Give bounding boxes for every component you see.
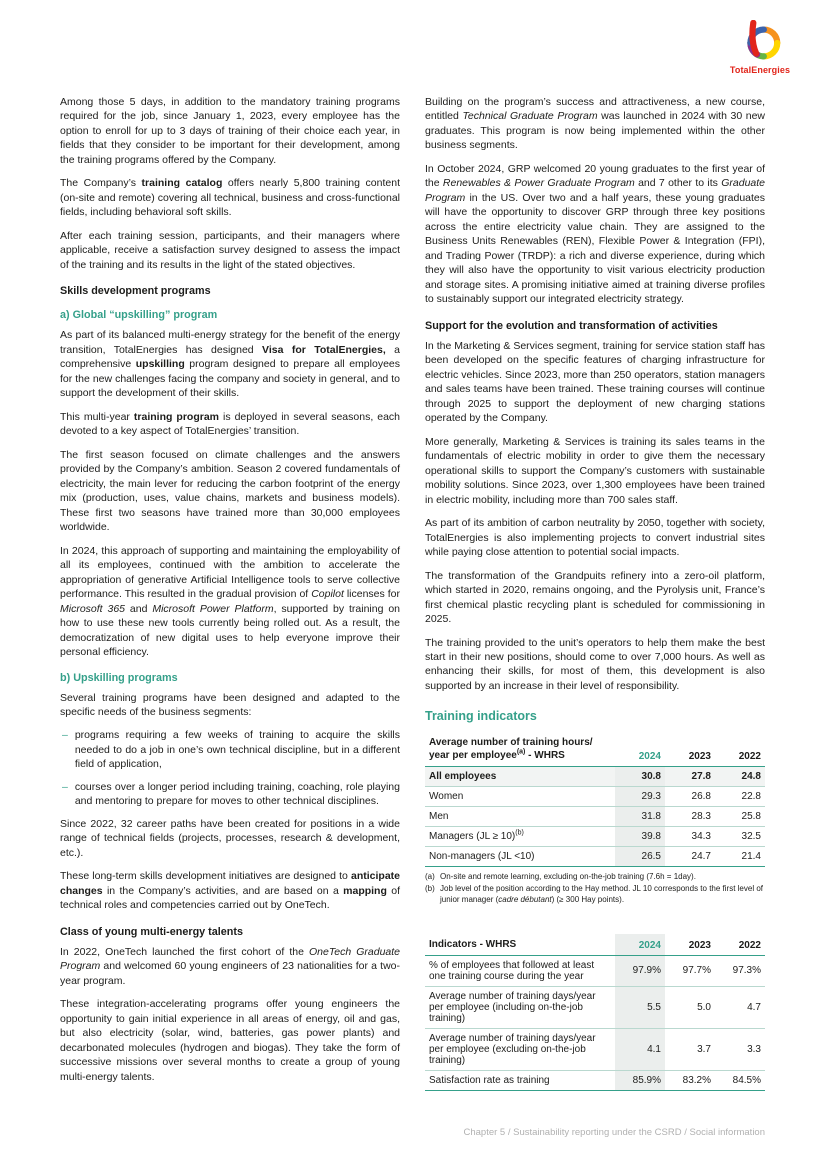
- table-cell: % of employees that followed at least one training course during the year: [429, 959, 595, 982]
- heading-training-indicators: Training indicators: [425, 709, 537, 724]
- paragraph: As part of its ambition of carbon neutrality by 2050, together with society, TotalEnergies is also implementing projects to convert industrial sites while paying close attention to potential social impacts.: [425, 517, 765, 559]
- totalenergies-logo: [721, 20, 799, 75]
- table-header-row: [425, 934, 765, 956]
- list-item: [62, 728, 400, 771]
- table-cell: 5.0: [697, 1001, 711, 1013]
- heading-global-upskilling: a) Global “upskilling” program: [60, 309, 218, 322]
- paragraph: As part of its balanced multi-energy strategy for the benefit of the energy transition, TotalEnergies has designed Visa for TotalEnergies, a comprehensive upskilling program designed to prepare all employees for the new challenges facing the company and society in general, and to support the development of their skills.: [60, 329, 401, 400]
- column-header-2024: 2024: [638, 751, 661, 763]
- table-row: [425, 807, 765, 827]
- table-cell: 21.4: [741, 851, 761, 863]
- paragraph: This multi-year training program is deployed in several seasons, each devoted to a key aspect of TotalEnergies’ transition.: [60, 410, 400, 438]
- table-row: [425, 1070, 765, 1090]
- table-row: [425, 986, 765, 1028]
- page-footer: Chapter 5 / Sustainability reporting under the CSRD / Social information: [463, 1127, 765, 1138]
- table-cell: 4.7: [747, 1001, 761, 1013]
- paragraph: The transformation of the Grandpuits refinery into a zero-oil platform, which started in 2020, remains ongoing, and the Pyrolysis unit, France’s first chemical plastic recycling plant is scheduled for commissioning in 2025.: [425, 569, 765, 626]
- column-header-2023: 2023: [688, 939, 711, 951]
- training-hours-table: [425, 732, 765, 867]
- heading-young-talents: Class of young multi-energy talents: [60, 925, 243, 938]
- table-cell: Non-managers (JL <10): [429, 851, 535, 863]
- table-cell: 24.7: [691, 851, 711, 863]
- paragraph: Building on the program’s success and attractiveness, a new course, entitled Technical Graduate Program was launched in 2024 with 30 new graduates. This program is now being implemented within the other business segments.: [425, 96, 766, 152]
- column-header-2022: 2022: [738, 939, 761, 951]
- table-cell: 30.8: [615, 767, 665, 787]
- paragraph: In the Marketing & Services segment, training for service station staff has been developed on the specific features of charging infrastructure for electric vehicles. Since 2023, more than 250 operators, station managers and sales teams have been trained. These training courses will continue through 2025 to support the deployment of new charging stations operated by the Company.: [425, 339, 765, 425]
- left-column: [60, 95, 400, 1093]
- table-cell: 97.3%: [732, 965, 761, 977]
- paragraph: More generally, Marketing & Services is training its sales teams in the fundamentals of electric mobility in order to give them the necessary operational skills to support the Company’s customers with sustainable mobility solutions. Since 2023, over 1,300 employees have been trained in electric mobility, including more than 700 sales staff.: [425, 435, 765, 506]
- paragraph: These integration-accelerating programs offer young engineers the opportunity to gain initial experience in all areas of energy, oil and gas, but also electricity (solar, wind, batteries, gas power plants) and decarbonated molecules (hydrogen and biogas). They take the form of successive missions over several months to create a group of young multi-energy talents.: [60, 998, 400, 1083]
- table-row: [425, 847, 765, 867]
- table-cell: 28.3: [691, 811, 711, 823]
- paragraph: In October 2024, GRP welcomed 20 young graduates to the first year of the Renewables & Power Graduate Program and 7 other to its Graduate Program in the US. Over two and a half years, these young graduates will have the opportunity to discover GRP through three key positions across the entire electricity value chain. They are assigned to the Business Units Renewables (REN), Flexible Power & Integration (FPI), and Trading Power (TRDP): a rich and diverse experience, during which they will also have the opportunity to visit various electricity production and storage sites. A promising initiative aimed at training diverse profiles to sustainably support our integrated electricity strategy.: [425, 162, 766, 306]
- table-cell: 22.8: [741, 791, 761, 803]
- table-cell: 31.8: [615, 807, 665, 827]
- table-cell: 34.3: [691, 831, 711, 843]
- paragraph: The first season focused on climate challenges and the answers provided by the Company’s ambition. Season 2 covered fundamentals of electricity, the main lever for reducing the carbon footprint of the energy mix (production, uses, value chains, markets and business models). These first two seasons have trained more than 30,000 employees worldwide.: [60, 448, 400, 534]
- footnote-marker: (a): [425, 872, 435, 882]
- table-cell: 39.8: [615, 827, 665, 847]
- totalenergies-logo-icon: [737, 20, 783, 64]
- paragraph: Among those 5 days, in addition to the mandatory training programs required for the job, since January 1, 2023, every employee has the option to enroll for up to 3 days of training of their choice each year, in fields that they consider to be important for their development, among the training programs offered by the Company.: [60, 96, 400, 166]
- paragraph: These long-term skills development initiatives are designed to anticipate changes in the Company’s activities, and are based on a mapping of technical roles and competencies carried out by OneTech.: [60, 870, 400, 912]
- right-column: [425, 95, 765, 1093]
- column-header-2023: 2023: [688, 751, 711, 763]
- footnote-marker: (b): [425, 884, 435, 894]
- table-cell: 29.3: [615, 787, 665, 807]
- list-item-text: courses over a longer period including training, coaching, role playing and mentoring to prepare for moves to other technical disciplines.: [74, 780, 400, 808]
- list-item-text: programs requiring a few weeks of training to acquire the skills needed to do a job in one’s own technical discipline, but in a different field of application,: [74, 729, 400, 771]
- footnote: [425, 884, 765, 906]
- bullet-dash: –: [62, 729, 68, 742]
- heading-upskilling-programs: b) Upskilling programs: [60, 671, 178, 684]
- table-cell: Satisfaction rate as training: [429, 1074, 550, 1086]
- table-cell: 97.9%: [615, 955, 665, 986]
- bullet-dash: –: [62, 780, 68, 793]
- list-item: [62, 780, 400, 809]
- table-title: Average number of training hours/ year per employee$^{(a)}$ - WHRS: [429, 737, 593, 762]
- table-cell: 5.5: [615, 986, 665, 1028]
- table-row: [425, 767, 765, 787]
- footnote-text: On-site and remote learning, excluding on-the-job training (7.6h = 1day).: [440, 872, 696, 882]
- table-row: [425, 1028, 765, 1070]
- table-cell: Women: [429, 791, 464, 803]
- paragraph: In 2024, this approach of supporting and maintaining the employability of all its employees, continued with the ambition to accelerate the appropriation of generative Artificial Intelligence tools to serve collective performance. This resulted in the gradual provision of Copilot licenses for Microsoft 365 and Microsoft Power Platform, supported by training on how to use these new tools currently being rolled out. As a result, the democratization of new digital uses to help everyone improve their personal efficiency.: [60, 544, 401, 659]
- table-cell: Average number of training days/year per employee (including on-the-job training): [429, 990, 596, 1024]
- footnote: [425, 872, 765, 883]
- table-cell: Men: [429, 811, 449, 823]
- paragraph: Since 2022, 32 career paths have been created for positions in a wide range of technical fields (projects, processes, research & development, etc.).: [60, 817, 400, 859]
- paragraph: Several training programs have been designed and adapted to the specific needs of the business segments:: [60, 691, 400, 718]
- table-footnotes: [425, 872, 765, 905]
- table-cell: 4.1: [615, 1028, 665, 1070]
- table-cell: 27.8: [691, 771, 711, 783]
- table-title: Indicators - WHRS: [429, 938, 517, 950]
- table-cell: 3.3: [747, 1043, 761, 1055]
- table-cell: 97.7%: [682, 965, 711, 977]
- heading-skills-development: Skills development programs: [60, 285, 211, 298]
- column-header-2022: 2022: [738, 751, 761, 763]
- table-cell: 85.9%: [615, 1070, 665, 1090]
- table-row: [425, 787, 765, 807]
- table-row: [425, 827, 765, 847]
- table-cell: Average number of training days/year per employee (excluding on-the-job training): [429, 1032, 596, 1066]
- content-columns: [60, 95, 765, 1093]
- table-cell: 24.8: [741, 771, 761, 783]
- paragraph: In 2022, OneTech launched the first cohort of the OneTech Graduate Program and welcomed 60 young engineers of 23 nationalities for a two-year program.: [60, 945, 400, 987]
- footnote-text: Job level of the position according to the Hay method. JL 10 corresponds to the first level of junior manager (cadre débutant) (≥ 300 Hay points).: [440, 884, 763, 905]
- column-header-2024: 2024: [615, 934, 665, 956]
- logo-wordmark: TotalEnergies: [729, 65, 791, 75]
- paragraph: The Company’s training catalog offers nearly 5,800 training content (on-site and remote) covering all technical, business and cross-functional fields, including behavioral soft skills.: [60, 177, 400, 219]
- table-cell: 83.2%: [682, 1074, 711, 1086]
- table-row: [425, 955, 765, 986]
- table-cell: All employees: [429, 771, 497, 783]
- table-cell: 25.8: [741, 811, 761, 823]
- heading-support-evolution: Support for the evolution and transformation of activities: [425, 319, 718, 332]
- table-cell: 3.7: [697, 1043, 711, 1055]
- indicators-table: [425, 934, 765, 1091]
- table-cell: 32.5: [741, 831, 761, 843]
- paragraph: After each training session, participants, and their managers where applicable, receive a satisfaction survey designed to assess the impact of the training and its results in the light of the stated objectives.: [60, 229, 400, 271]
- table-cell: 84.5%: [732, 1074, 761, 1086]
- table-header-row: [425, 732, 765, 767]
- table-cell: 26.8: [691, 791, 711, 803]
- table-cell: 26.5: [615, 847, 665, 867]
- paragraph: The training provided to the unit’s operators to help them make the best start in their new positions, should come to over 7,000 hours. As well as enhancing their skills, for most of them, this development is also supported by an increase in their level of responsibility.: [425, 636, 765, 692]
- table-cell: Managers (JL ≥ 10)$^{(b)}$: [429, 830, 524, 843]
